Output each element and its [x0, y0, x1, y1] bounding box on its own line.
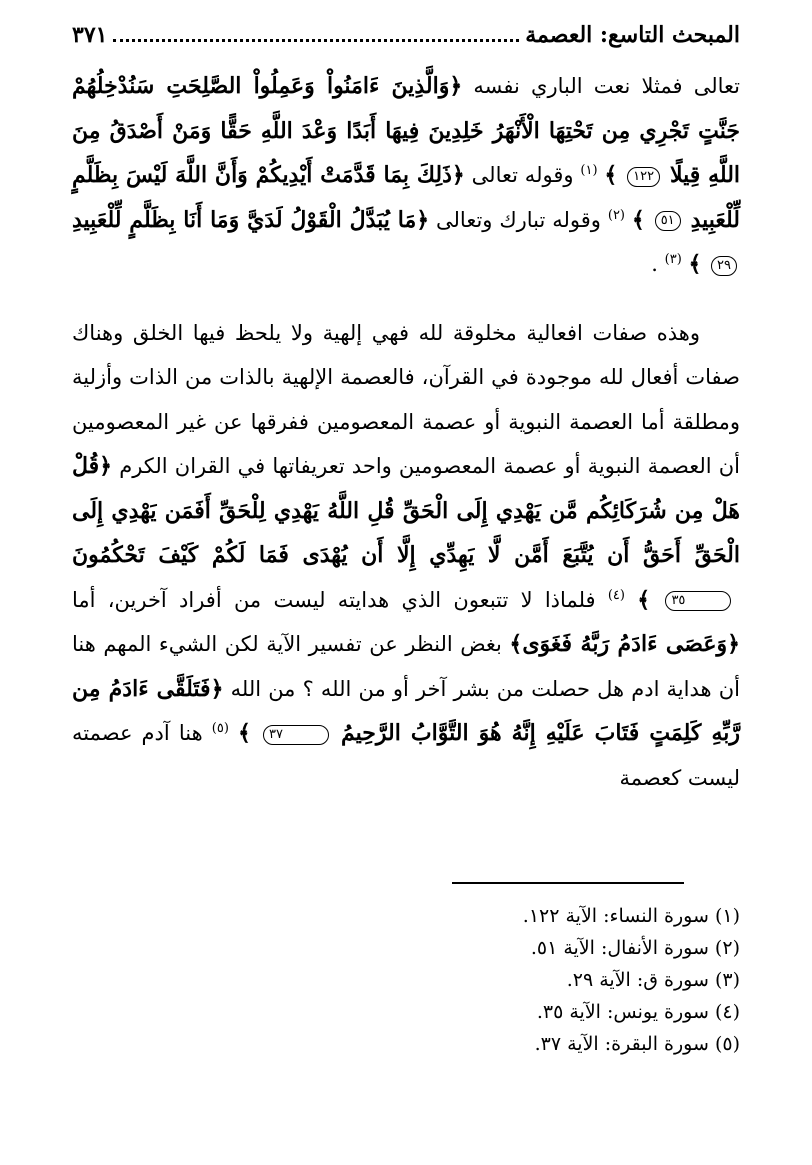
footnote-item: (٥) سورة البقرة: الآية ٣٧.: [534, 1033, 740, 1055]
text-run: وقوله تعالى: [464, 163, 574, 187]
text-run: هنا آدم عصمته ليست كعصمة: [72, 721, 740, 790]
page-number: ٣٧١: [72, 22, 108, 48]
verse-close-bracket: ﴾: [688, 251, 702, 277]
quran-verse: ﴿مَا يُبَدَّلُ الْقَوْلُ لَدَيَّ وَمَا أَنَا بِظَلَّمٍ لِّلْعَبِيدِ: [72, 206, 430, 233]
text-run: وهذه صفات افعالية مخلوقة لله فهي إلهية ولا يلحظ فيها الخلق وهناك صفات أفعال لله موجودة في القرآن، فالعصمة الإلهية بالذات من الذات وأزلية ومطلقة أما العصمة النبوية أو عصمة المعصومين ففرقها عن غير المعصومين أن العصمة النبوية أو عصمة المعصومين واحد تعريفاتها في القران الكرم: [72, 320, 740, 478]
quran-verse: ﴿فَتَلَقَّى ءَادَمُ مِن رَّبِّهِ كَلِمَتٍ فَتَابَ عَلَيْهِ إِنَّهُ هُوَ التَّوَّابُ الرَّحِيمُ: [72, 675, 741, 746]
text-block-1: [72, 64, 740, 287]
footnote-item: (٤) سورة يونس: الآية ٣٥.: [536, 1001, 740, 1023]
footnote-ref[interactable]: (٣): [664, 252, 682, 267]
text-block-2: [72, 311, 740, 801]
quran-verse: ﴿ذَلِكَ بِمَا قَدَّمَتْ أَيْدِيكُمْ وَأَنَّ اللَّهَ لَيْسَ بِظَلَّمٍ لِّلْعَبِيدِ: [72, 162, 741, 233]
footnote-item: (٣) سورة ق: الآية ٢٩.: [566, 969, 740, 991]
footnote-ref[interactable]: (٥): [211, 721, 229, 736]
running-header: [72, 22, 740, 60]
ayah-number: ٢٩: [711, 256, 737, 276]
footnote-ref[interactable]: (٢): [607, 207, 625, 223]
quran-verse: ﴿وَالَّذِينَ ءَامَنُواْ وَعَمِلُواْ الصَّلِحَتِ سَنُدْخِلُهُمْ جَنَّتٍ تَجْرِي مِن تَحْتِهَا الْأَنْهَرُ خَلِدِينَ فِيهَا أَبَدًا وَعْدَ اللَّهِ حَقًّا وَمَنْ أَصْدَقُ مِنَ اللَّهِ قِيلًا: [72, 73, 741, 188]
paragraph-2: [72, 311, 740, 801]
text-run: فلماذا لا تتبعون الذي هدايته ليست من أفراد آخرين، أما: [72, 587, 596, 612]
footnote-item: (١) سورة النساء: الآية ١٢٢.: [522, 905, 740, 927]
quran-verse: ﴿وَعَصَى ءَادَمُ رَبَّهُ فَغَوَى﴾: [509, 631, 740, 657]
footnotes: [220, 900, 740, 1060]
footnote-item: (٢) سورة الأنفال: الآية ٥١.: [530, 937, 740, 959]
footnote-ref[interactable]: (٤): [607, 587, 625, 603]
verse-close-bracket: ﴾: [631, 206, 645, 233]
footnote-separator: [452, 882, 684, 884]
footnote-ref[interactable]: (١): [580, 163, 598, 178]
paragraph-1: [72, 64, 740, 287]
text-run: .: [651, 252, 658, 276]
page-body: [72, 22, 740, 800]
quran-verse: ﴿قُلْ هَلْ مِن شُرَكَائِكُم مَّن يَهْدِي إِلَى الْحَقِّ قُلِ اللَّهُ يَهْدِي لِلْحَقِّ أَفَمَن يَهْدِي إِلَى الْحَقِّ أَحَقُّ أَن يُتَّبَعَ أَمَّن لَّا يَهِدِّي إِلَّا أَن يُهْدَى فَمَا لَكُمْ كَيْفَ تَحْكُمُونَ: [72, 453, 740, 568]
ayah-number: ٣٥: [665, 591, 731, 611]
verse-close-bracket: ﴾: [604, 162, 618, 188]
verse-close-bracket: ﴾: [637, 586, 651, 613]
ayah-number: ١٢٢: [627, 167, 660, 187]
header-dot-leader: [113, 23, 519, 42]
ayah-number: ٥١: [655, 211, 681, 231]
chapter-title: المبحث التاسع: العصمة: [525, 22, 740, 48]
text-run: بغض النظر عن تفسير الآية لكن الشيء المهم هنا أن هداية ادم هل حصلت من بشر آخر أو من الله ؟ من الله: [72, 632, 740, 701]
verse-close-bracket: ﴾: [237, 720, 251, 746]
text-run: تعالى فمثلا نعت الباري نفسه: [462, 74, 740, 98]
ayah-number: ٣٧: [263, 725, 329, 745]
text-run: وقوله تبارك وتعالى: [429, 207, 601, 232]
